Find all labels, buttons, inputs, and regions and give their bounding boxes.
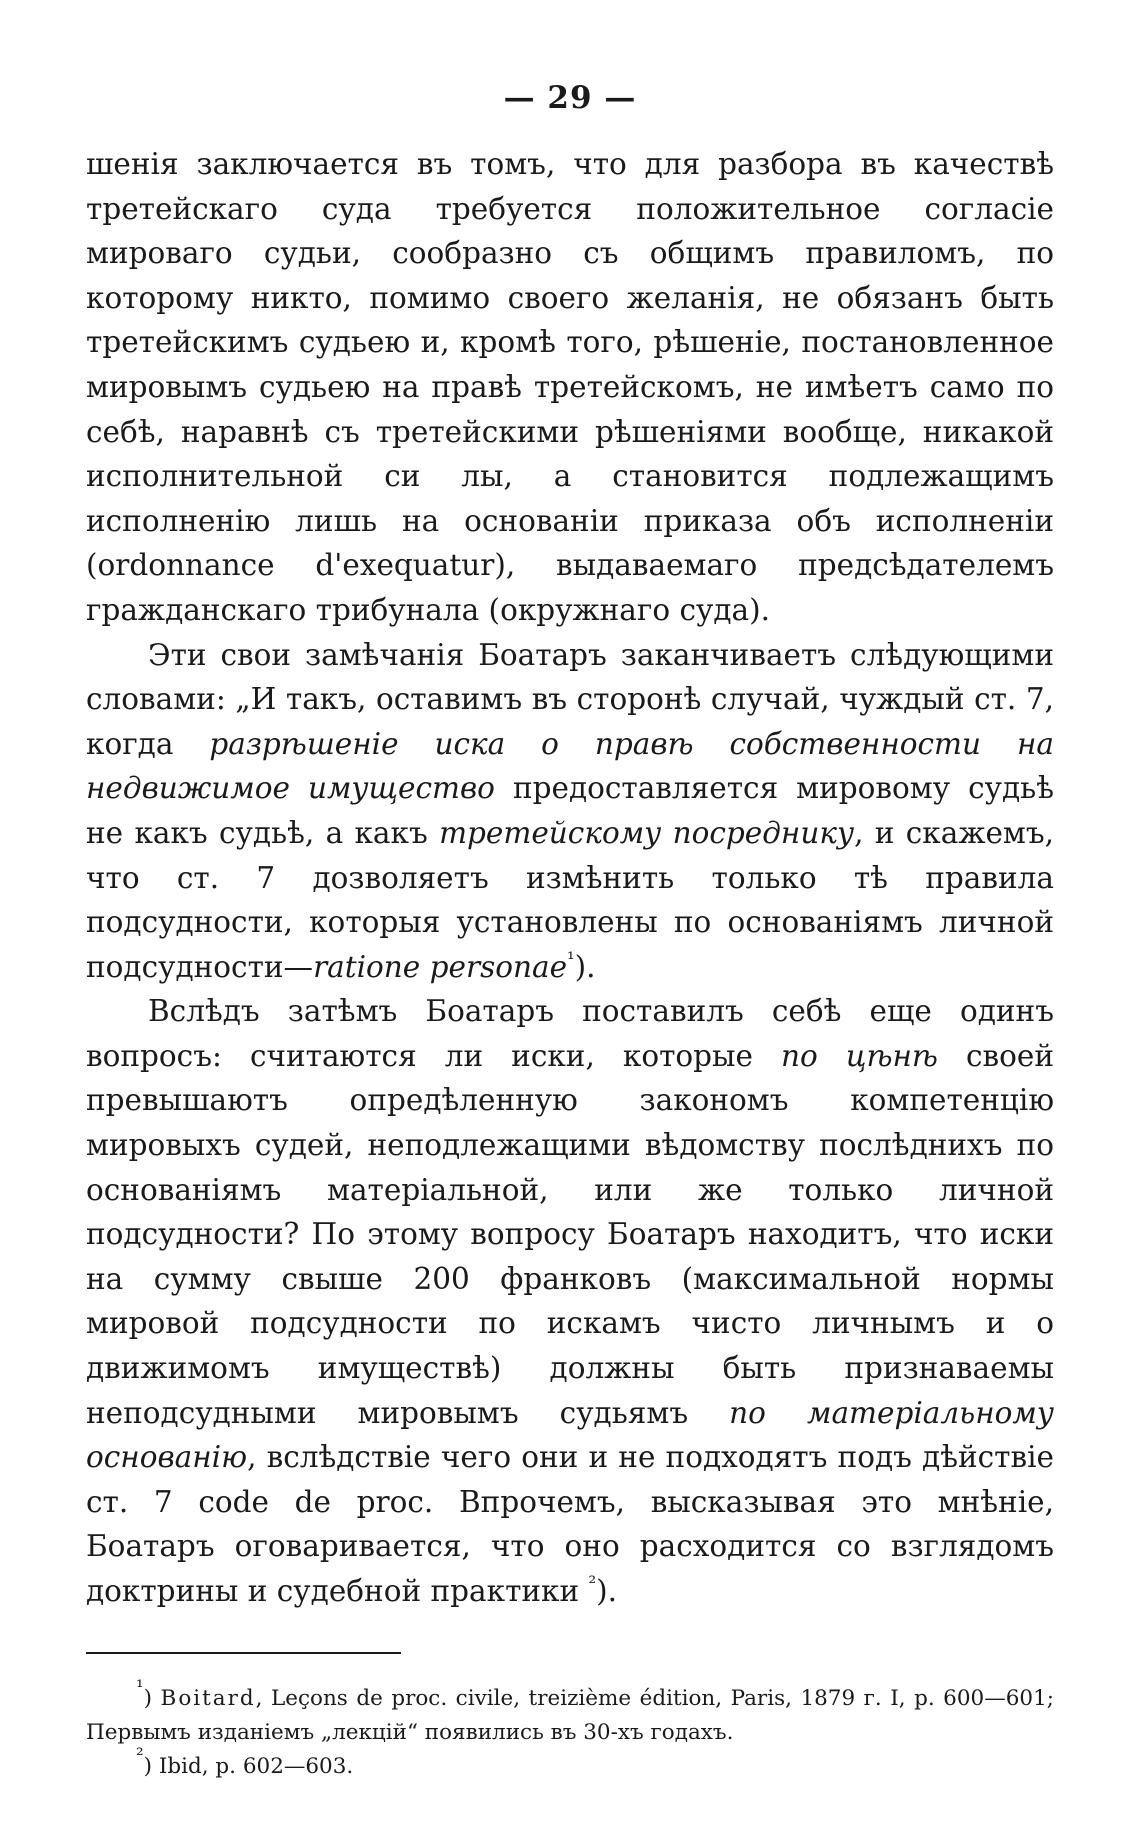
footnote-text: , Leçons de proc. civile, treizième édition, Paris, 1879 г. I, р. 600—601; Первымъ изданіемъ „лекцій“ появились въ 30-хъ годахъ. <box>86 1685 1054 1745</box>
footnote-divider <box>86 1652 401 1654</box>
paragraph-3 <box>86 989 1054 1613</box>
italic-phrase: по цѣнѣ <box>781 1038 938 1073</box>
paragraph-text: Вслѣдъ затѣмъ Боатаръ поставилъ себѣ еще одинъ вопросъ: считаются ли иски, которые <box>86 994 1054 1073</box>
footnote-marker: ¹ <box>136 1676 144 1699</box>
paragraph-2 <box>86 633 1054 990</box>
italic-phrase: третейскому посреднику <box>439 815 855 850</box>
italic-phrase: ratione personae <box>313 949 568 984</box>
footnote-1 <box>86 1676 1054 1750</box>
footnote-text: ) Ibid, р. 602—603. <box>143 1753 354 1779</box>
footnote-2 <box>86 1744 1054 1784</box>
paragraph-text: своей превышаютъ опредѣленную закономъ компетенцію мировыхъ судей, неподлежащими вѣдомству послѣднихъ по основаніямъ матеріальной, или же только личной подсудности? По этому вопросу Боатаръ находитъ, что иски на сумму свыше 200 франковъ (максимальной нормы мировой подсудности по искамъ чисто личнымъ и о движимомъ имуществѣ) должны быть признаваемы неподсудными мировымъ судьямъ <box>86 1038 1054 1430</box>
paragraph-text: ). <box>596 1574 618 1608</box>
paragraph-text: предоставляется мировому судьѣ не какъ судьѣ, а какъ <box>86 771 1054 850</box>
footnote-text: ) <box>143 1685 161 1711</box>
paragraph-text: Эти свои замѣчанія Боатаръ заканчиваетъ слѣдующими словами: „И такъ, оставимъ въ сторонѣ случай, чуждый ст. 7, когда <box>86 637 1054 761</box>
footnote-marker: ² <box>136 1744 144 1767</box>
paragraph-text: , и скажемъ, что ст. 7 дозволяетъ измѣнить только тѣ правила подсудности, которыя установлены по основаніямъ личной подсудности— <box>86 815 1055 984</box>
footnote-ref-2[interactable]: ² <box>588 1572 597 1595</box>
italic-phrase: по матеріальному основанію <box>86 1395 1054 1475</box>
footnote-ref-1[interactable]: ¹ <box>567 948 575 971</box>
paragraph-text: шенія заключается въ томъ, что для разбора въ качествѣ третейскаго суда требуется положительное согласіе мироваго судьи, сообразно съ общимъ правиломъ, по которому никто, помимо своего желанія, не обязанъ быть третейскимъ судьею и, кромѣ того, рѣшеніе, постановленное мировымъ судьею на правѣ третейскомъ, не имѣетъ само по себѣ, наравнѣ съ третейскими рѣшеніями вообще, никакой исполнительной си лы, а становится подлежащимъ исполненію лишь на основаніи приказа объ исполненіи (ordonnance d'exequatur), выдаваемаго предсѣдателемъ гражданскаго трибунала (окружнаго суда). <box>86 147 1054 627</box>
paragraph-text: ). <box>574 949 596 984</box>
page-number: — 29 — <box>503 80 637 116</box>
paragraph-text: , вслѣдствіе чего они и не подходятъ подъ дѣйствіе ст. 7 code de proc. Впрочемъ, высказывая это мнѣніе, Боатаръ оговаривается, что оно расходится со взглядомъ доктрины и судебной практики <box>86 1440 1054 1608</box>
footnote-author: Boitard <box>160 1685 256 1711</box>
italic-phrase: разрѣшеніе иска о правѣ собственности на недвижимое имущество <box>86 726 1054 806</box>
paragraph-1 <box>86 142 1054 633</box>
